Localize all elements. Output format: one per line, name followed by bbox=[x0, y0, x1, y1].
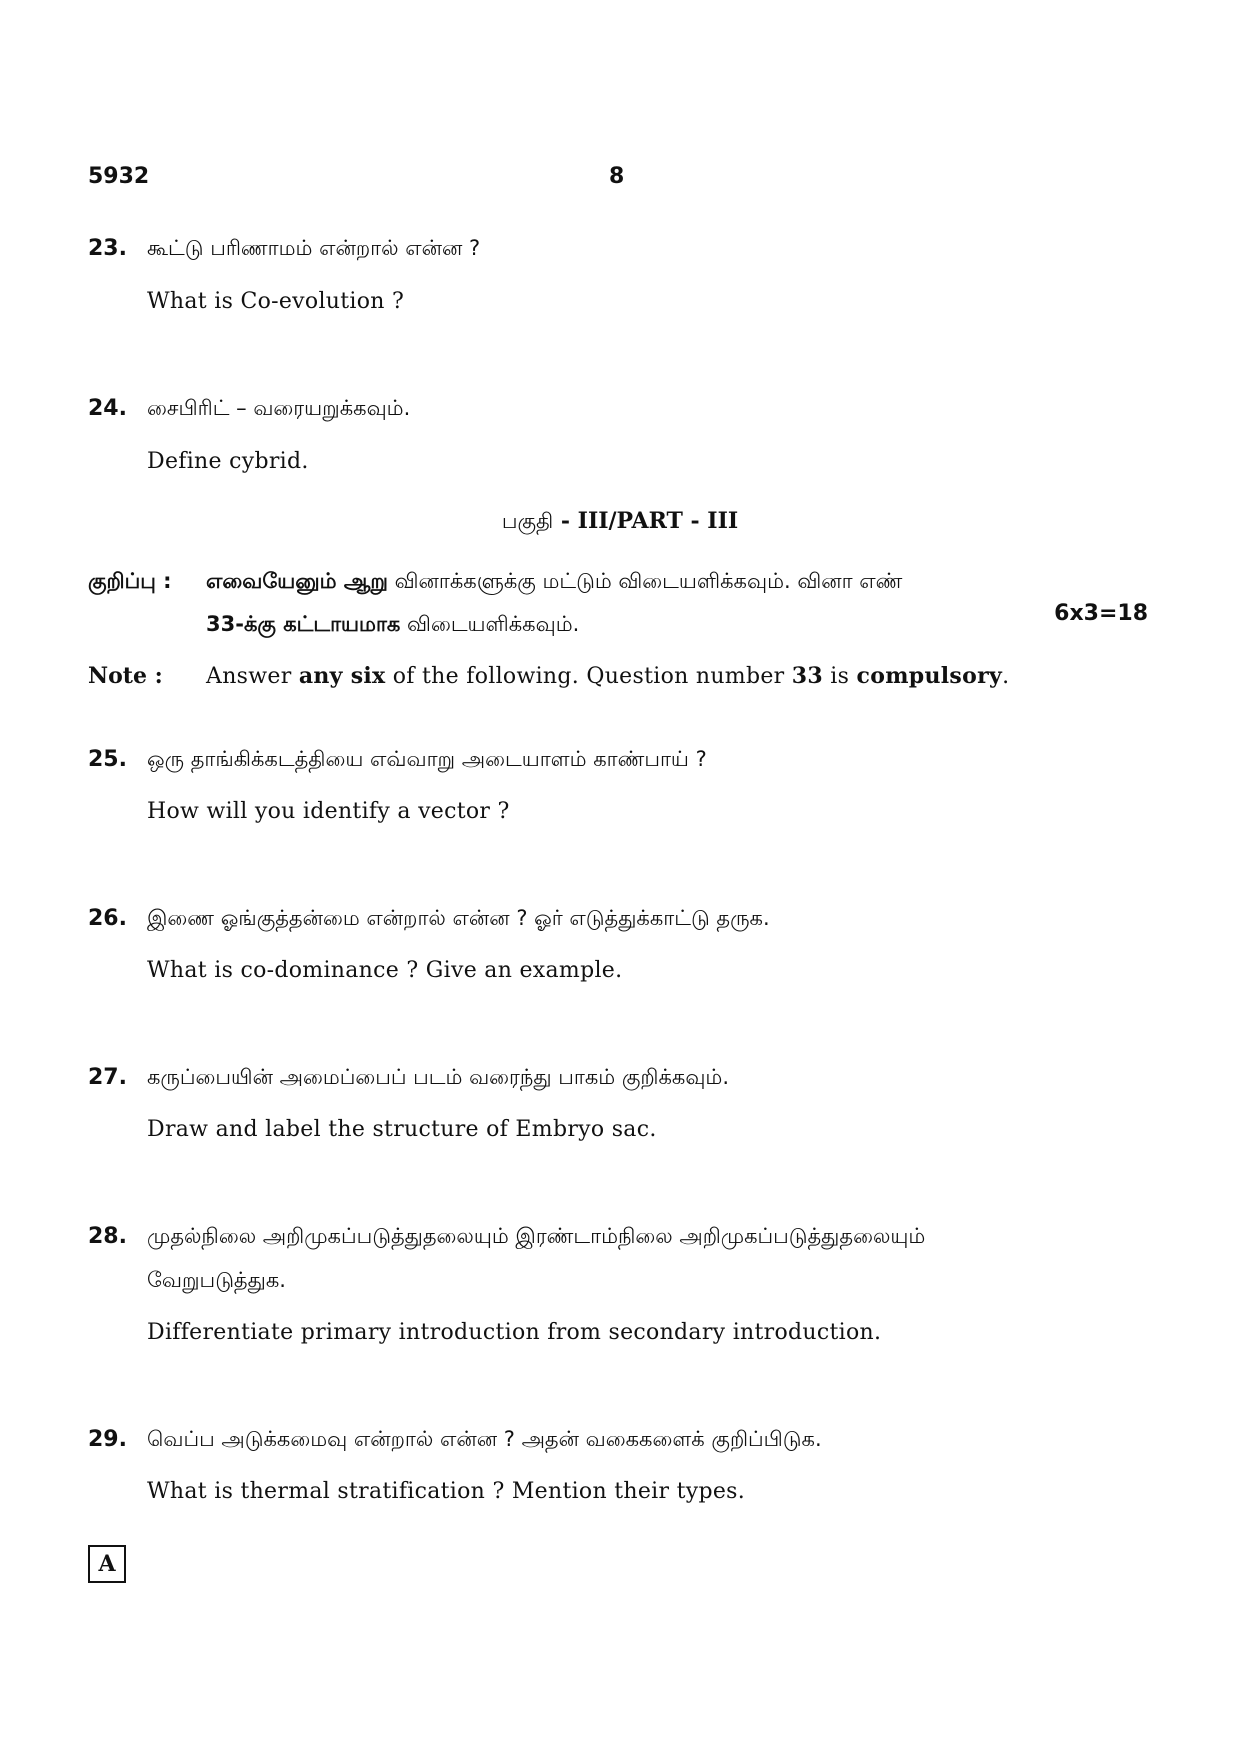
marks-allocation: 6x3=18 bbox=[1054, 601, 1148, 626]
question-29-tamil: வெப்ப அடுக்கமைவு என்றால் என்ன ? அதன் வகைகளைக் குறிப்பிடுக. bbox=[147, 1427, 822, 1451]
question-28-tamil-line-1: முதல்நிலை அறிமுகப்படுத்துதலையும் இரண்டாம்நிலை அறிமுகப்படுத்துதலையும் bbox=[147, 1224, 926, 1248]
note-english-emphasis-number: 33 bbox=[791, 663, 824, 689]
note-english-part-4: . bbox=[1002, 664, 1010, 689]
paper-code: 5932 bbox=[88, 164, 150, 189]
question-number-23: 23. bbox=[88, 236, 127, 261]
note-tamil-emphasis-1: எவையேனும் ஆறு bbox=[206, 569, 388, 593]
note-tamil-text-2: விடையளிக்கவும். bbox=[400, 612, 580, 636]
question-number-27: 27. bbox=[88, 1065, 127, 1090]
question-number-24: 24. bbox=[88, 396, 127, 421]
question-number-25: 25. bbox=[88, 747, 127, 772]
note-english-text bbox=[206, 663, 1009, 689]
note-tamil-text-1: வினாக்களுக்கு மட்டும் விடையளிக்கவும். வினா எண் bbox=[387, 569, 903, 593]
note-label-tamil: குறிப்பு : bbox=[88, 569, 172, 593]
question-29-english: What is thermal stratification ? Mention their types. bbox=[147, 1479, 746, 1504]
question-26-tamil: இணை ஓங்குத்தன்மை என்றால் என்ன ? ஓர் எடுத்துக்காட்டு தருக. bbox=[147, 906, 770, 930]
page-number: 8 bbox=[609, 164, 625, 189]
part-heading bbox=[0, 508, 1240, 536]
question-27-english: Draw and label the structure of Embryo sac. bbox=[147, 1117, 657, 1142]
question-number-29: 29. bbox=[88, 1427, 127, 1452]
note-english-part-1: Answer bbox=[206, 664, 299, 689]
question-28-tamil-line-2: வேறுபடுத்துக. bbox=[147, 1268, 286, 1292]
note-english-emphasis-compulsory: compulsory bbox=[856, 663, 1003, 689]
question-24-tamil: சைபிரிட் – வரையறுக்கவும். bbox=[147, 396, 411, 420]
part-heading-english: - III/PART - III bbox=[553, 508, 739, 534]
question-paper-series-box: A bbox=[88, 1545, 126, 1583]
note-tamil-line-1 bbox=[206, 569, 902, 596]
note-tamil-emphasis-2: 33-க்கு கட்டாயமாக bbox=[206, 612, 401, 636]
question-26-english: What is co-dominance ? Give an example. bbox=[147, 958, 623, 983]
question-25-english: How will you identify a vector ? bbox=[147, 799, 510, 824]
question-25-tamil: ஒரு தாங்கிக்கடத்தியை எவ்வாறு அடையாளம் காண்பாய் ? bbox=[147, 747, 707, 771]
question-28-english: Differentiate primary introduction from secondary introduction. bbox=[147, 1320, 882, 1345]
note-label-english: Note : bbox=[88, 663, 163, 689]
note-english-part-3: is bbox=[823, 664, 857, 689]
question-number-26: 26. bbox=[88, 906, 127, 931]
question-number-28: 28. bbox=[88, 1224, 127, 1249]
note-english-part-2: of the following. Question number bbox=[385, 664, 792, 689]
question-23-tamil: கூட்டு பரிணாமம் என்றால் என்ன ? bbox=[147, 236, 481, 260]
note-tamil-line-2 bbox=[206, 612, 579, 639]
question-23-english: What is Co-evolution ? bbox=[147, 289, 405, 314]
question-27-tamil: கருப்பையின் அமைப்பைப் படம் வரைந்து பாகம் குறிக்கவும். bbox=[147, 1065, 729, 1089]
part-heading-tamil: பகுதி bbox=[501, 509, 554, 533]
question-24-english: Define cybrid. bbox=[147, 449, 309, 474]
note-english-emphasis-any-six: any six bbox=[298, 663, 386, 689]
